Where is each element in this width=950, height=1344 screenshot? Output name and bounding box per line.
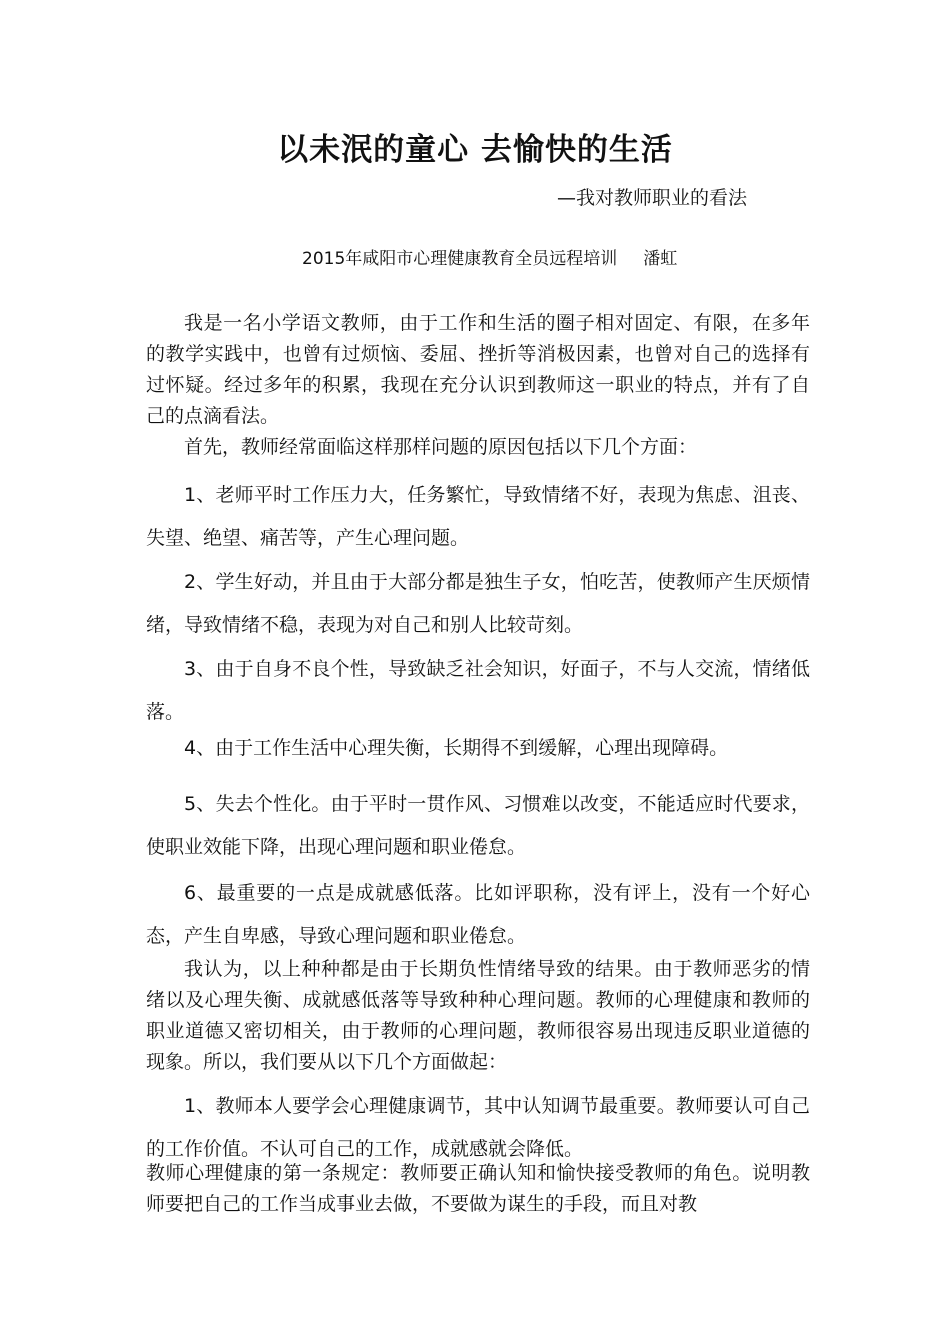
byline-source: 2015年咸阳市心理健康教育全员远程培训	[302, 249, 618, 269]
byline	[302, 246, 677, 272]
cause-item-6: 6、最重要的一点是成就感低落。比如评职称，没有评上，没有一个好心态，产生自卑感，导致心理问题和职业倦怠。	[146, 882, 810, 947]
byline-author: 潘虹	[643, 249, 678, 269]
paragraph-intro: 我是一名小学语文教师，由于工作和生活的圈子相对固定、有限，在多年的教学实践中，也曾有过烦恼、委屈、挫折等消极因素，也曾对自己的选择有过怀疑。经过多年的积累，我现在充分认识到教师这一职业的特点，并有了自己的点滴看法。	[146, 312, 810, 427]
cause-item-2: 2、学生好动，并且由于大部分都是独生子女，怕吃苦，使教师产生厌烦情绪，导致情绪不稳，表现为对自己和别人比较苛刻。	[146, 571, 810, 636]
remedy-item-1: 1、教师本人要学会心理健康调节，其中认知调节最重要。教师要认可自己的工作价值。不认可自己的工作，成就感就会降低。	[146, 1095, 810, 1160]
document-subtitle: —我对教师职业的看法	[556, 187, 747, 209]
paragraph-opinion: 我认为，以上种种都是由于长期负性情绪导致的结果。由于教师恶劣的情绪以及心理失衡、成就感低落等导致种种心理问题。教师的心理健康和教师的职业道德又密切相关，由于教师的心理问题，教师很容易出现违反职业道德的现象。所以，我们要从以下几个方面做起：	[146, 958, 810, 1073]
remedy-item-1-continued: 教师心理健康的第一条规定：教师要正确认知和愉快接受教师的角色。说明教师要把自己的工作当成事业去做，不要做为谋生的手段，而且对教	[146, 1162, 810, 1215]
cause-item-1: 1、老师平时工作压力大，任务繁忙，导致情绪不好，表现为焦虑、沮丧、失望、绝望、痛苦等，产生心理问题。	[146, 484, 810, 549]
cause-item-5: 5、失去个性化。由于平时一贯作风、习惯难以改变，不能适应时代要求，使职业效能下降，出现心理问题和职业倦怠。	[146, 793, 810, 858]
paragraph-causes-heading: 首先，教师经常面临这样那样问题的原因包括以下几个方面：	[184, 436, 698, 458]
cause-item-3: 3、由于自身不良个性，导致缺乏社会知识，好面子，不与人交流，情绪低落。	[146, 658, 810, 723]
document-title: 以未泯的童心 去愉快的生活	[277, 132, 673, 168]
cause-item-4: 4、由于工作生活中心理失衡，长期得不到缓解，心理出现障碍。	[184, 737, 729, 759]
